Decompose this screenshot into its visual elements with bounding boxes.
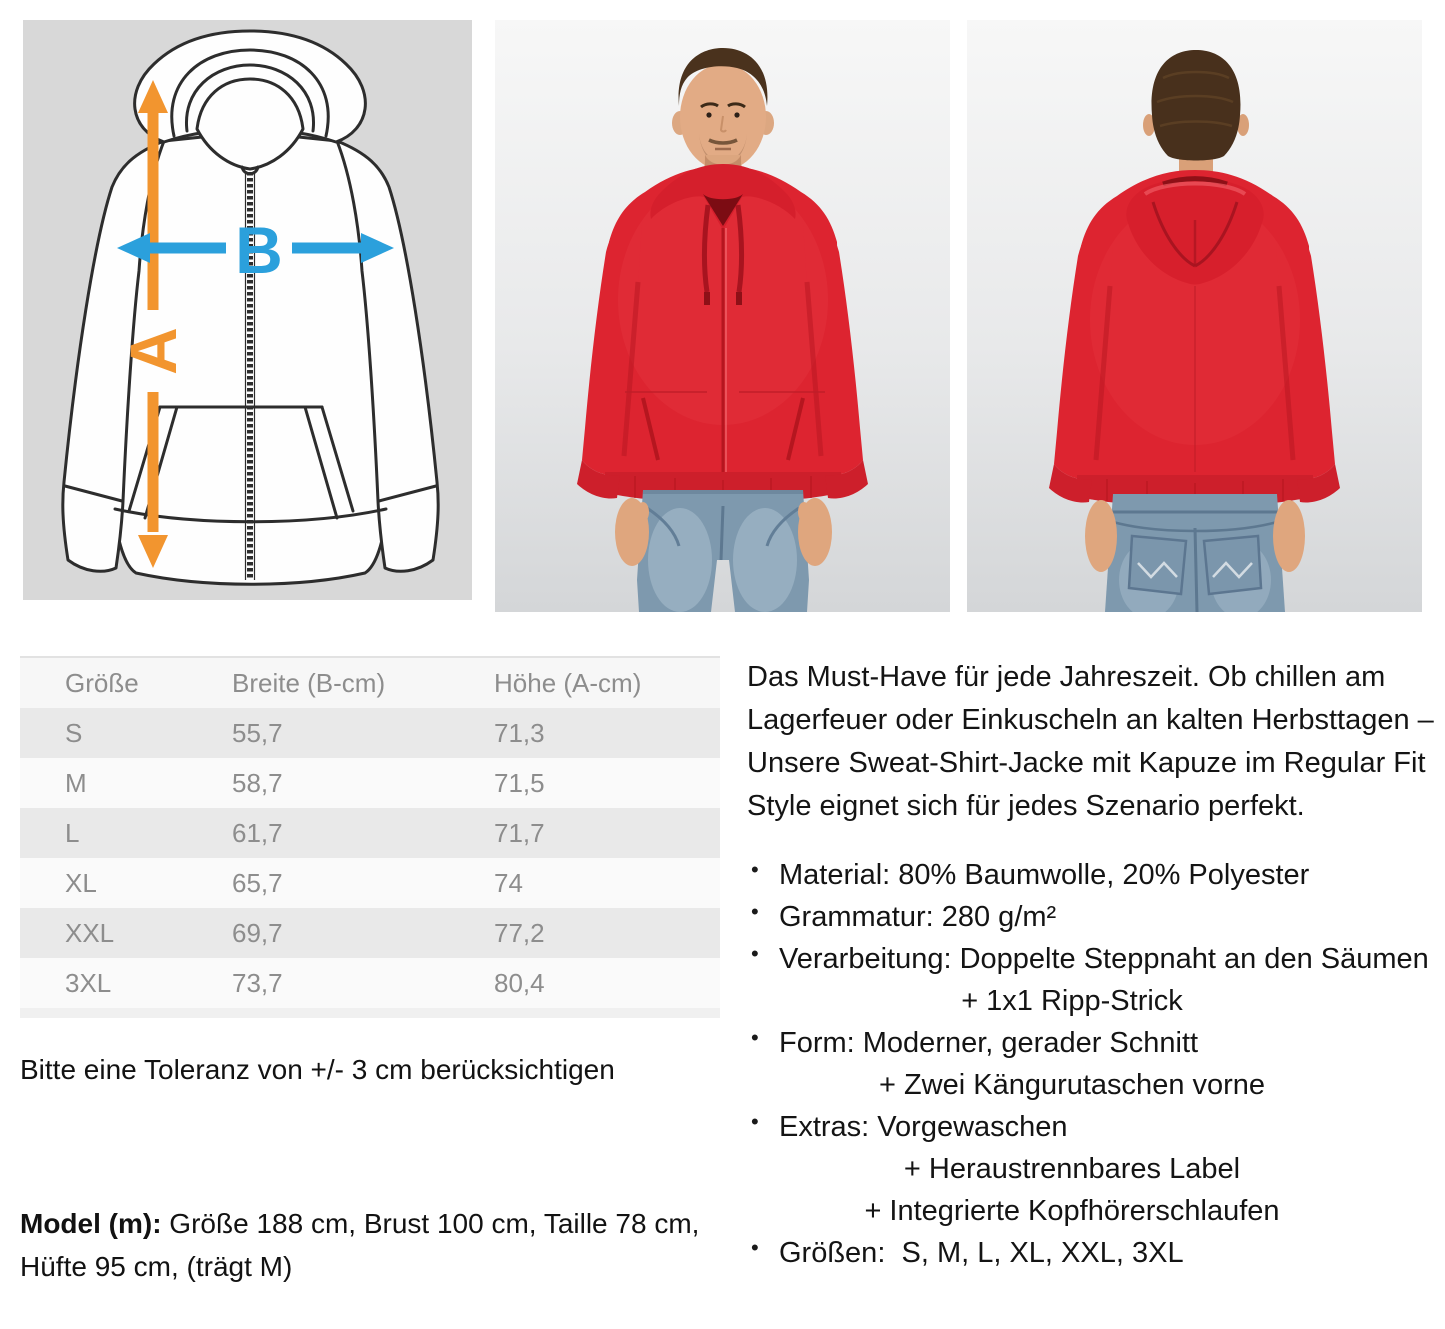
hair [1152, 50, 1241, 161]
column-header-height: Höhe (A-cm) [493, 657, 720, 708]
size-table-header-row [20, 657, 720, 708]
size-diagram-graphic [23, 20, 478, 612]
feature-subline: + Heraustrennbares Label [903, 1152, 1241, 1185]
feature-subline: + Integrierte Kopfhörerschlaufen [864, 1195, 1280, 1227]
height-cell: 71,5 [493, 758, 720, 808]
feature-item [747, 1232, 1445, 1274]
feature-item [747, 938, 1445, 1022]
product-images-row [0, 0, 1445, 612]
feature-item [747, 896, 1445, 938]
product-info-row [0, 656, 1445, 1289]
column-header-width: Breite (B-cm) [231, 657, 493, 708]
column-header-size: Größe [20, 657, 231, 708]
size-row [20, 808, 720, 858]
bullet-icon: • [751, 898, 759, 924]
size-name-cell: 3XL [20, 958, 231, 1013]
size-table-body [20, 708, 720, 1013]
back-photo-graphic [967, 20, 1422, 612]
width-cell: 65,7 [231, 858, 493, 908]
measure-label-a: A [116, 327, 190, 375]
feature-item [747, 1022, 1445, 1106]
width-cell: 55,7 [231, 708, 493, 758]
jeans-pocket [1129, 536, 1186, 594]
model-info-label: Model (m): [20, 1208, 162, 1239]
feature-text: Form: Moderner, gerader Schnitt [779, 1026, 1199, 1059]
bullet-icon: • [751, 940, 759, 966]
size-name-cell: XL [20, 858, 231, 908]
size-row [20, 858, 720, 908]
feature-subline: + 1x1 Ripp-Strick [961, 984, 1183, 1017]
width-cell: 61,7 [231, 808, 493, 858]
feature-item [747, 854, 1445, 896]
measure-label-b: B [235, 213, 283, 287]
size-diagram [23, 20, 478, 612]
jeans-pocket [1204, 536, 1261, 594]
size-row [20, 708, 720, 758]
product-description: Das Must-Have für jede Jahreszeit. Ob chillen am Lagerfeuer oder Einkuscheln an kalten Herbsttagen – Unsere Sweat-Shirt-Jacke mit Kapuze im Regular Fit Style eignet sich für jedes Szenario perfekt. [747, 661, 1434, 822]
bullet-icon: • [751, 1235, 759, 1261]
feature-item [747, 1106, 1445, 1232]
height-cell: 80,4 [493, 958, 720, 1013]
feature-list [747, 854, 1445, 1274]
height-cell: 77,2 [493, 908, 720, 958]
hand [1273, 500, 1305, 572]
feature-subline: + Zwei Kängurutaschen vorne [878, 1068, 1266, 1101]
bullet-icon: • [751, 1024, 759, 1050]
bullet-icon: • [751, 856, 759, 882]
feature-text: Material: 80% Baumwolle, 20% Polyester [779, 858, 1310, 891]
width-cell: 69,7 [231, 908, 493, 958]
tolerance-note: Bitte eine Toleranz von +/- 3 cm berücksichtigen [20, 1054, 615, 1085]
front-photo-graphic [495, 20, 950, 612]
model-photo-front [495, 20, 950, 612]
height-cell: 74 [493, 858, 720, 908]
description-column [747, 656, 1445, 1289]
bullet-icon: • [751, 1108, 759, 1134]
size-table [20, 656, 720, 1018]
height-cell: 71,7 [493, 808, 720, 858]
width-cell: 73,7 [231, 958, 493, 1013]
model-photo-back [967, 20, 1422, 612]
feature-text: Verarbeitung: Doppelte Steppnaht an den Säumen [779, 942, 1429, 975]
width-cell: 58,7 [231, 758, 493, 808]
height-cell: 71,3 [493, 708, 720, 758]
model-info-details: Größe 188 cm, Brust 100 cm, Taille 78 cm, Hüfte 95 cm, (trägt M) [20, 1208, 700, 1283]
size-name-cell: S [20, 708, 231, 758]
feature-text: Grammatur: 280 g/m² [779, 900, 1057, 933]
model-info [20, 1202, 720, 1289]
size-info-column [20, 656, 725, 1289]
size-name-cell: M [20, 758, 231, 808]
size-row [20, 908, 720, 958]
size-row [20, 958, 720, 1013]
hand [1085, 500, 1117, 572]
size-name-cell: XXL [20, 908, 231, 958]
size-row [20, 758, 720, 808]
feature-text: Extras: Vorgewaschen [779, 1110, 1068, 1143]
feature-text: Größen: S, M, L, XL, XXL, 3XL [779, 1237, 1184, 1270]
size-name-cell: L [20, 808, 231, 858]
